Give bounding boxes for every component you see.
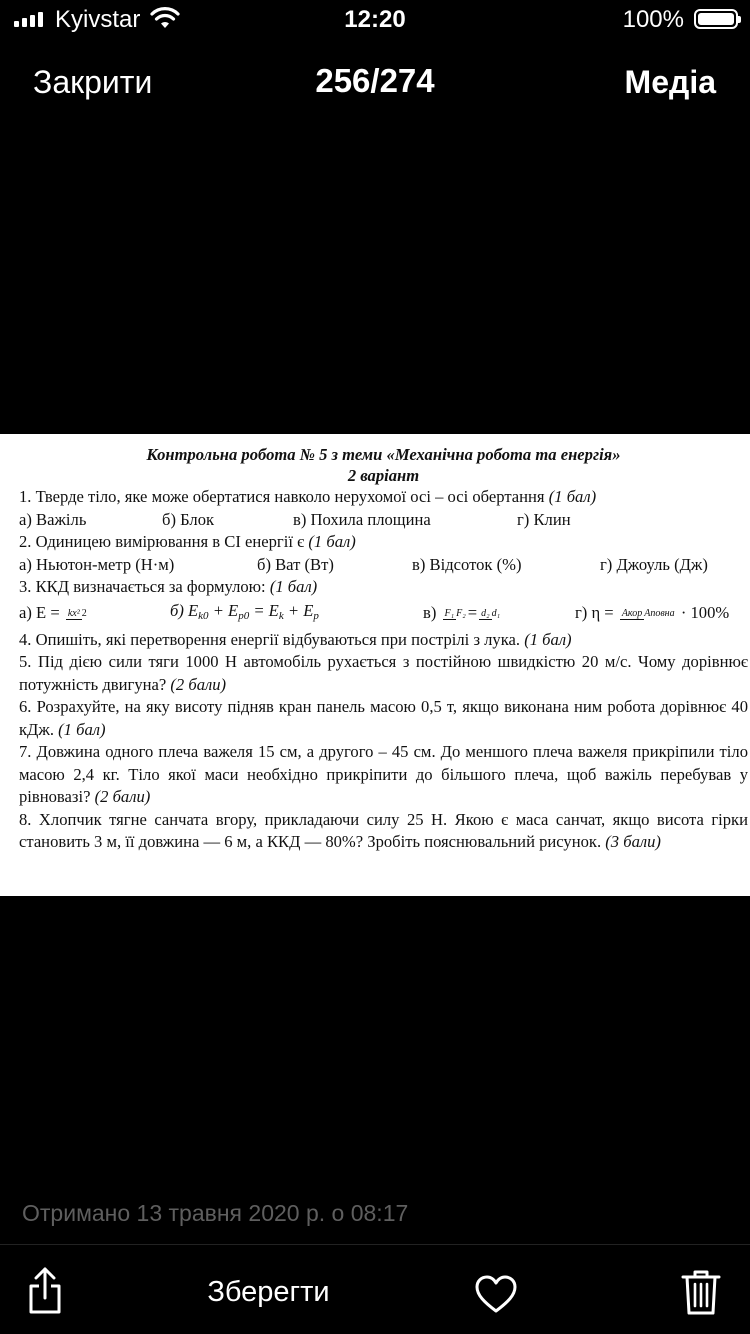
document-title: Контрольна робота № 5 з теми «Механічна робота та енергія» bbox=[146, 445, 621, 464]
carrier-name: Kyivstar bbox=[55, 6, 141, 33]
save-button[interactable]: Зберегти bbox=[207, 1276, 330, 1308]
battery-icon bbox=[694, 9, 738, 29]
question-1-options: а) Важіль б) Блок в) Похила площина г) Клин bbox=[19, 509, 571, 529]
question-2-options: а) Ньютон-метр (Н·м) б) Ват (Вт) в) Відсоток (%) г) Джоуль (Дж) bbox=[19, 554, 708, 574]
media-counter: 256/274 bbox=[315, 62, 435, 99]
document-image[interactable] bbox=[0, 434, 750, 896]
media-button[interactable]: Медіа bbox=[624, 64, 716, 100]
heart-icon[interactable] bbox=[474, 1274, 518, 1319]
question-6: 6. Розрахуйте, на яку висоту підняв кран панель масою 0,5 т, якщо виконана ним робота дорівнює 40 кДж. (1 бал) bbox=[19, 697, 748, 739]
formula-d: г) η = Aкор Aповна · 100% bbox=[575, 603, 730, 623]
status-time: 12:20 bbox=[344, 6, 406, 33]
question-2: 2. Одиницею вимірювання в СІ енергії є (1 бал) bbox=[19, 532, 356, 551]
question-3: 3. ККД визначається за формулою: (1 бал) bbox=[19, 577, 318, 596]
question-7: 7. Довжина одного плеча важеля 15 см, а другого – 45 см. До меншого плеча важеля прикріпили тіло масою 2,4 кг. Тіло якої маси необхідно прикріпити до більшого плеча, щоб важіль перебував у рівновазі? (2 бали) bbox=[19, 742, 748, 806]
status-bar bbox=[0, 0, 750, 40]
formula-a: а) E = kx² 2 bbox=[19, 603, 87, 623]
formula-c: в) F₁ F₂ = d₂ d₁ bbox=[423, 603, 501, 623]
formula-b: б) Ek0 + Ep0 = Ek + Ep bbox=[170, 600, 319, 622]
question-1: 1. Тверде тіло, яке може обертатися навколо нерухомої осі – осі обертання (1 бал) bbox=[19, 487, 597, 506]
toolbar-divider bbox=[0, 1244, 750, 1245]
question-8: 8. Хлопчик тягне санчата вгору, прикладаючи силу 25 Н. Якою є маса санчат, якщо висота гірки становить 3 м, її довжина — 6 м, а ККД — 80%? Зробіть пояснювальний рисунок. (3 бали) bbox=[19, 809, 748, 851]
document-variant: 2 варіант bbox=[347, 466, 420, 485]
battery-percentage: 100% bbox=[622, 6, 684, 33]
close-button[interactable]: Закрити bbox=[33, 64, 153, 100]
trash-icon[interactable] bbox=[680, 1268, 722, 1321]
question-4: 4. Опишіть, які перетворення енергії відбуваються при пострілі з лука. (1 бал) bbox=[19, 629, 572, 649]
question-3-options bbox=[19, 599, 748, 629]
question-5: 5. Під дією сили тяги 1000 Н автомобіль рухається з постійною швидкістю 20 м/с. Чому дорівнює потужність двигуна? (2 бали) bbox=[19, 652, 748, 694]
received-date: Отримано 13 травня 2020 р. о 08:17 bbox=[22, 1200, 409, 1226]
